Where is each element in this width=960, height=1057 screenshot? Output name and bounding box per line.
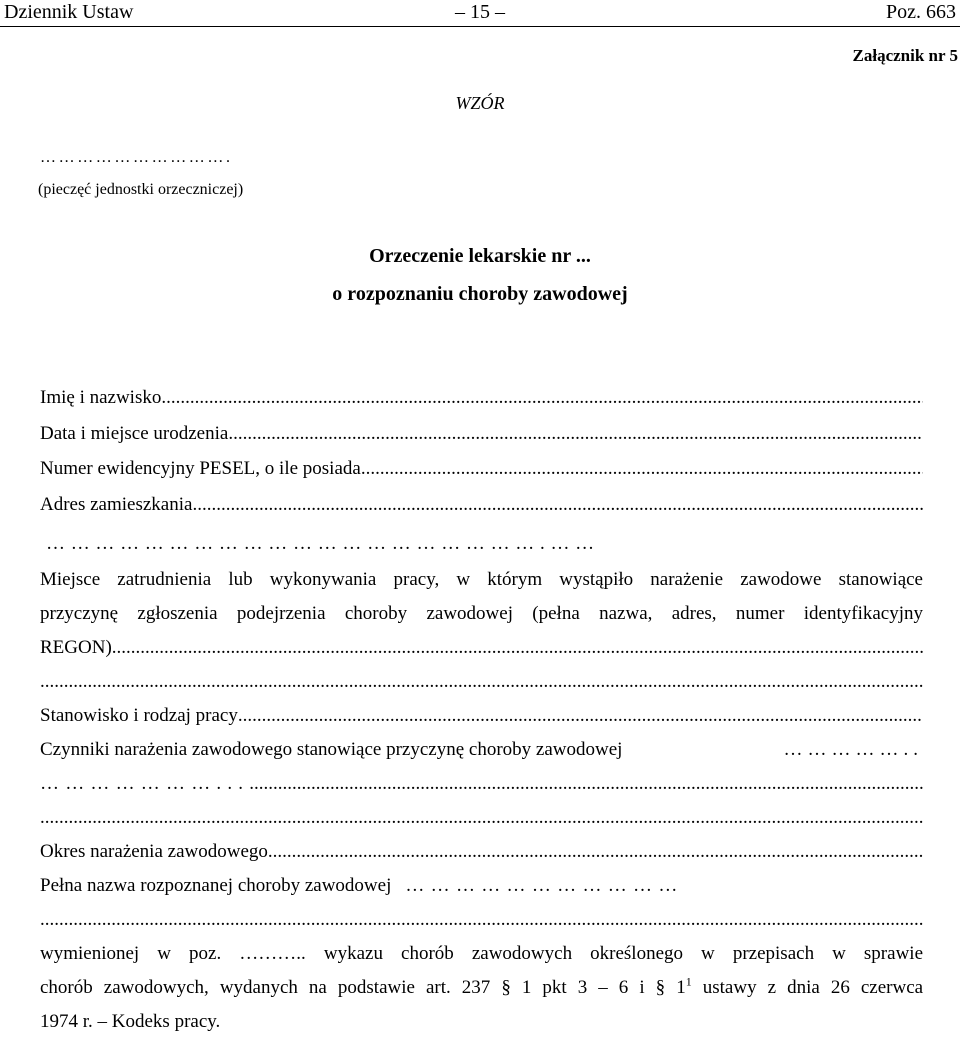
document-subtitle: o rozpoznaniu choroby zawodowej <box>332 283 628 305</box>
closing-line-1a: wymienionej w poz. <box>40 943 222 964</box>
field-birth-leader <box>228 421 923 447</box>
field-exposure-period[interactable] <box>40 835 923 869</box>
workplace-field[interactable] <box>40 631 923 665</box>
field-exposure-period-label: Okres narażenia zawodowego <box>40 841 268 862</box>
field-position[interactable] <box>40 699 923 733</box>
field-position-label: Stanowisko i rodzaj pracy <box>40 705 238 726</box>
page-header <box>0 0 960 27</box>
section-sign-1: § <box>501 977 511 998</box>
workplace-leader-2 <box>40 665 923 699</box>
workplace-line-2: przyczynę zgłoszenia podejrzenia choroby zawodowej (pełna nazwa, adres, numer identyfikacyjny <box>40 603 923 624</box>
field-pesel-label: Numer ewidencyjny PESEL, o ile posiada <box>40 458 361 479</box>
field-address-continuation[interactable]: …………………………………………………….…… <box>46 533 600 554</box>
workplace-regon-label: REGON) <box>40 637 112 658</box>
closing-line-2b: 1 pkt 3 – 6 i <box>521 977 645 998</box>
field-factors-leader-2 <box>40 801 923 835</box>
field-address-label: Adres zamieszkania <box>40 494 193 515</box>
stamp-placeholder: …………………………. <box>40 149 233 166</box>
field-factors-tail: …………….. <box>783 739 923 760</box>
field-pesel[interactable] <box>40 456 923 482</box>
workplace-leader <box>112 631 923 665</box>
closing-line-2d: ustawy z dnia 26 czerwca <box>702 977 924 998</box>
closing-line-3: 1974 r. – Kodeks pracy. <box>40 1011 221 1032</box>
field-disease-name[interactable] <box>40 869 923 903</box>
stamp-caption: (pieczęć jednostki orzeczniczej) <box>38 181 244 198</box>
workplace-section <box>40 563 923 1039</box>
closing-line-2 <box>40 971 923 1005</box>
section-sign-2: § <box>655 977 666 998</box>
field-name[interactable] <box>40 385 923 411</box>
template-label: WZÓR <box>455 93 505 113</box>
document-title: Orzeczenie lekarskie nr ... <box>369 245 591 267</box>
closing-line-1b: ……….. wykazu chorób zawodowych określonego w przepisach w sprawie <box>239 943 924 964</box>
closing-line-1 <box>40 937 923 971</box>
field-factors-leader <box>249 767 923 801</box>
field-factors-continuation[interactable] <box>40 767 923 801</box>
field-factors-cont-ellipses: …………………... <box>40 773 250 794</box>
field-factors-label: Czynniki narażenia zawodowego stanowiące przyczynę choroby zawodowej <box>40 739 623 760</box>
field-factors-continuation-2[interactable] <box>40 801 923 835</box>
workplace-line-1: Miejsce zatrudnienia lub wykonywania pracy, w którym wystąpiło narażenie zawodowe stanowiące <box>40 569 923 590</box>
field-address-leader <box>192 492 923 518</box>
field-name-leader <box>161 385 923 411</box>
field-name-label: Imię i nazwisko <box>40 387 162 408</box>
workplace-field-continuation[interactable] <box>40 665 923 699</box>
field-position-leader <box>238 699 923 733</box>
field-pesel-leader <box>361 456 923 482</box>
field-factors[interactable] <box>40 733 923 767</box>
field-disease-name-tail: …………………………… <box>405 875 684 896</box>
closing-line-2c: $1^1$ <box>676 974 692 998</box>
field-disease-name-label: Pełna nazwa rozpoznanej choroby zawodowej <box>40 875 392 896</box>
journal-name: Dziennik Ustaw <box>4 1 134 23</box>
page-number: – 15 – <box>455 1 505 23</box>
field-address[interactable] <box>40 492 923 518</box>
position-number: Poz. 663 <box>886 1 956 23</box>
annex-label: Załącznik nr 5 <box>852 46 958 65</box>
closing-line-2a: chorób zawodowych, wydanych na podstawie art. 237 <box>40 977 491 998</box>
field-disease-name-continuation[interactable] <box>40 903 923 937</box>
field-birth[interactable] <box>40 421 923 447</box>
field-birth-label: Data i miejsce urodzenia <box>40 423 229 444</box>
field-exposure-period-leader <box>268 835 923 869</box>
field-disease-name-leader <box>40 903 923 937</box>
